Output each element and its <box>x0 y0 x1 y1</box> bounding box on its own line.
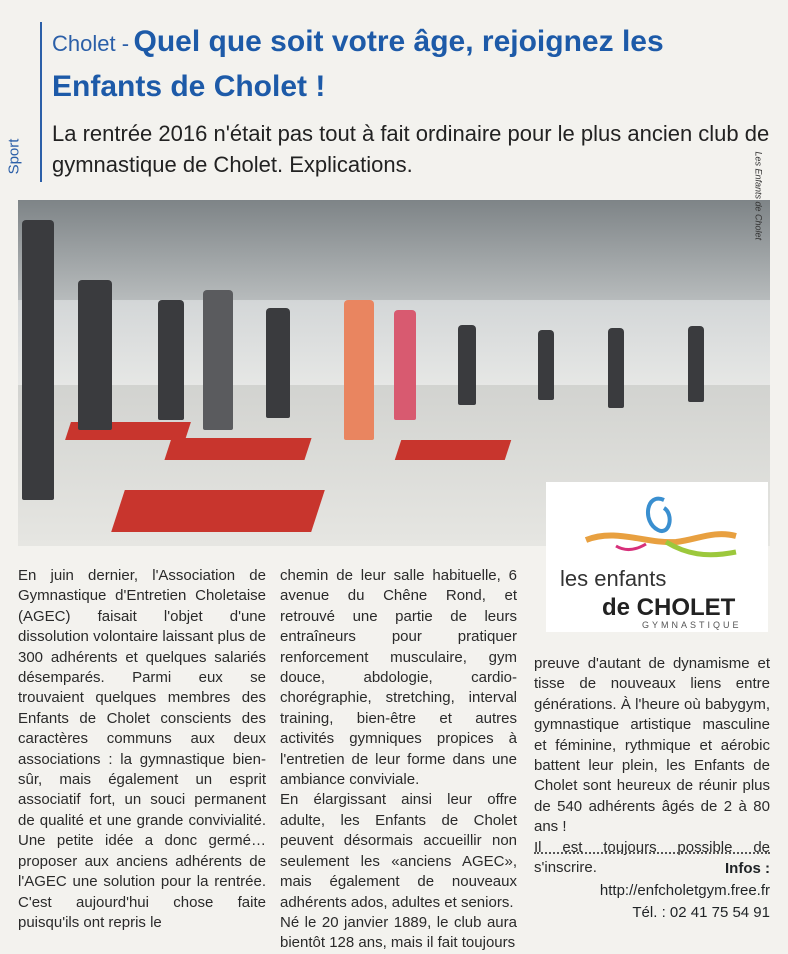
section-label: Sport <box>5 138 23 175</box>
title-location: Cholet - <box>52 31 130 56</box>
column-3-para-2: Il est toujours possible de s'inscrire. <box>534 838 770 877</box>
photo-person <box>78 280 112 430</box>
logo-line-2: de CHOLET <box>602 594 736 621</box>
photo-person <box>266 308 290 418</box>
article-title <box>52 22 772 112</box>
infos-phone: Tél. : 02 41 75 54 91 <box>632 904 770 921</box>
gymnast-logo-icon <box>546 482 768 572</box>
photo-person <box>538 330 554 400</box>
photo-person <box>158 300 184 420</box>
column-2-para-1: chemin de leur salle habituelle, 6 avenue du Chêne Rond, et retrouvé une partie de leurs entraîneurs pour pratiquer renforcement musculaire, gym douce, abdologie, cardio-chorégraphie, stretching, interval training, bien-être et autres activités gymniques propices à l'entretien de leur forme dans une ambiance conviviale. <box>280 567 517 789</box>
column-2 <box>280 566 517 954</box>
column-3 <box>534 654 770 878</box>
logo-line-3: GYMNASTIQUE <box>642 620 742 630</box>
infos-box <box>534 858 770 924</box>
photo-person <box>688 326 704 402</box>
photo-person <box>203 290 233 430</box>
column-1 <box>18 566 266 933</box>
infos-heading: Infos : <box>725 860 770 877</box>
logo-line-1: les enfants <box>560 566 667 591</box>
column-2-para-2: En élargissant ainsi leur offre adulte, les Enfants de Cholet peuvent désormais accueillir non seulement les «anciens AGEC», mais également de nouveaux adhérents ados, adultes et seniors. <box>280 791 517 911</box>
vertical-rule <box>40 22 42 182</box>
photo-mat <box>164 438 311 460</box>
photo-person <box>344 300 374 440</box>
column-1-text: En juin dernier, l'Association de Gymnastique d'Entretien Choletaise (AGEC) faisait l'objet d'une dissolution volontaire laissant plus de 300 adhérents et quelques salariés désemparés. Parmi eux se trouvaient quelques membres des Enfants de Cholet conscients des caractères communs aux deux associations : la gymnastique bien-sûr, mais également un esprit associatif fort, un souci permanent de qualité et une grande convivialité. Une petite idée a donc germé… proposer aux anciens adhérents de l'AGEC une solution pour la rentrée. C'est aujourd'hui chose faite puisqu'ils ont repris le <box>18 567 266 931</box>
photo-person <box>458 325 476 405</box>
article-lead: La rentrée 2016 n'était pas tout à fait ordinaire pour le plus ancien club de gymnastique de Cholet. Explications. <box>52 121 770 177</box>
column-3-para-1: preuve d'autant de dynamisme et tisse de nouveaux liens entre générations. À l'heure où babygym, gymnastique artistique masculine et féminine, rythmique et aérobic battent leur plein, les Enfants de Cholet sont heureux de réunir plus de 540 adhérents âgés de 2 à 80 ans ! <box>534 655 770 836</box>
photo-person <box>608 328 624 408</box>
section-tab <box>5 128 34 188</box>
infos-divider <box>534 852 770 854</box>
column-2-para-3: Né le 20 janvier 1889, le club aura bientôt 128 ans, mais il fait toujours <box>280 913 517 952</box>
photo-person <box>22 220 54 500</box>
title-headline: Quel que soit votre âge, rejoignez les Enfants de Cholet ! <box>52 25 664 103</box>
club-logo <box>546 482 768 632</box>
photo-ceiling <box>18 200 770 300</box>
photo-credit: Les Enfants de Cholet <box>754 151 764 240</box>
photo-mat <box>395 440 511 460</box>
infos-url[interactable]: http://enfcholetgym.free.fr <box>599 882 770 899</box>
photo-mat <box>111 490 325 532</box>
photo-person <box>394 310 416 420</box>
